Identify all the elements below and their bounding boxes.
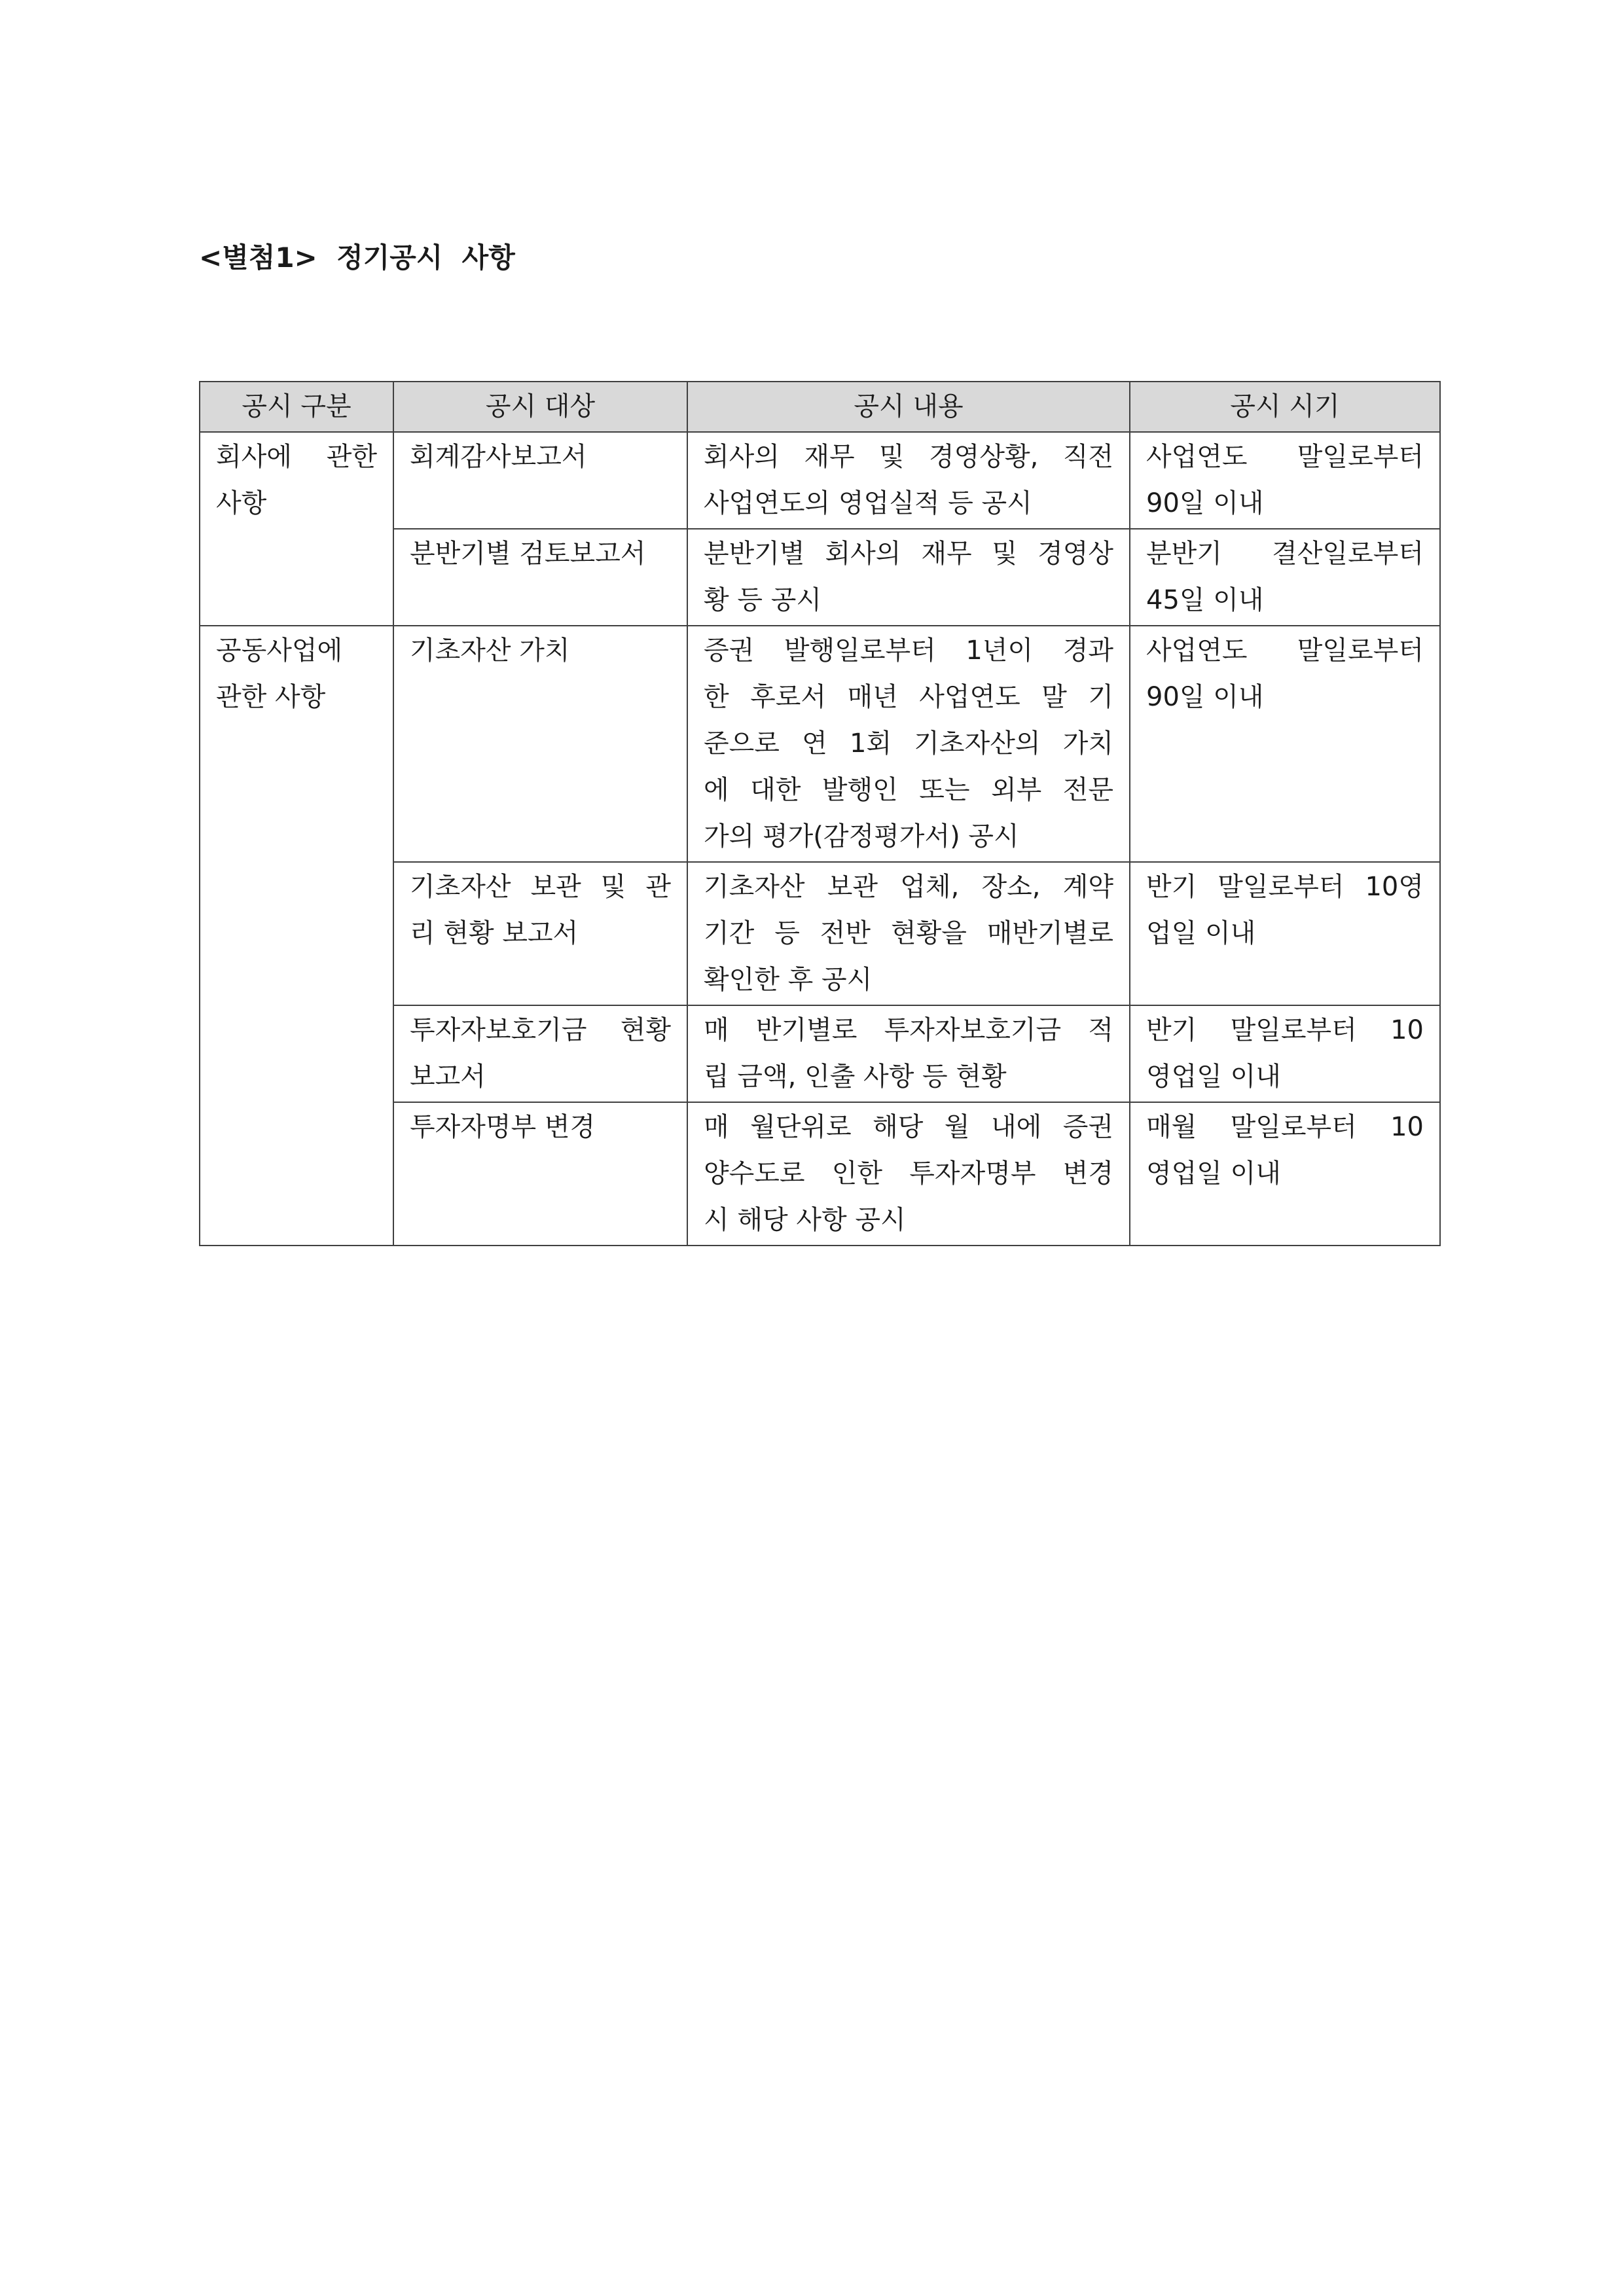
- cell-line: 사업연도 말일로부터: [1146, 636, 1424, 666]
- timing-cell: [1130, 862, 1440, 1005]
- cell-line: 사업연도 말일로부터: [1146, 442, 1424, 472]
- cell-line: 가의 평가(감정평가서) 공시: [704, 821, 1019, 852]
- cell-line: 회사에 관한: [216, 442, 377, 472]
- cell-line: 사항: [216, 488, 267, 518]
- cell-line: 한 후로서 매년 사업연도 말 기: [704, 682, 1113, 712]
- cell-line: 분반기별 회사의 재무 및 경영상: [704, 539, 1113, 569]
- category-cell: [200, 626, 393, 1246]
- cell-line: 회계감사보고서: [410, 442, 587, 472]
- cell-line: 매 월단위로 해당 월 내에 증권: [704, 1112, 1113, 1142]
- cell-line: 공동사업에: [216, 636, 343, 666]
- timing-cell: [1130, 626, 1440, 862]
- timing-cell: [1130, 529, 1440, 626]
- cell-line: 업일 이내: [1146, 918, 1256, 948]
- cell-line: 45일 이내: [1146, 585, 1264, 615]
- header-disclosure-timing: 공시 시기: [1130, 382, 1440, 432]
- cell-line: 준으로 연 1회 기초자산의 가치: [704, 728, 1113, 759]
- cell-line: 사업연도의 영업실적 등 공시: [704, 488, 1032, 518]
- cell-line: 투자자명부 변경: [410, 1112, 596, 1142]
- cell-line: 증권 발행일로부터 1년이 경과: [704, 636, 1113, 666]
- cell-line: 리 현황 보고서: [410, 918, 579, 948]
- cell-line: 양수도로 인한 투자자명부 변경: [704, 1158, 1113, 1189]
- header-disclosure-category: 공시 구분: [200, 382, 393, 432]
- cell-line: 기간 등 전반 현황을 매반기별로: [704, 918, 1113, 948]
- cell-line: 매월 말일로부터 10: [1146, 1112, 1424, 1142]
- cell-line: 보고서: [410, 1062, 486, 1092]
- table-row: [200, 626, 1440, 862]
- content-cell: [687, 529, 1130, 626]
- cell-line: 기초자산 보관 업체, 장소, 계약: [704, 872, 1113, 902]
- header-disclosure-target: 공시 대상: [393, 382, 687, 432]
- target-cell: [393, 432, 687, 529]
- cell-line: 투자자보호기금 현황: [410, 1015, 671, 1045]
- content-cell: [687, 1005, 1130, 1102]
- timing-cell: [1130, 432, 1440, 529]
- cell-line: 매 반기별로 투자자보호기금 적: [704, 1015, 1113, 1045]
- cell-line: 반기 말일로부터 10영: [1146, 872, 1424, 902]
- cell-line: 관한 사항: [216, 682, 326, 712]
- cell-line: 90일 이내: [1146, 682, 1264, 712]
- cell-line: 기초자산 보관 및 관: [410, 872, 671, 902]
- header-row: [200, 382, 1440, 432]
- target-cell: [393, 862, 687, 1005]
- target-cell: [393, 529, 687, 626]
- cell-line: 립 금액, 인출 사항 등 현황: [704, 1062, 1007, 1092]
- cell-line: 영업일 이내: [1146, 1158, 1281, 1189]
- content-cell: [687, 432, 1130, 529]
- target-cell: [393, 1005, 687, 1102]
- disclosure-table: [199, 381, 1441, 1246]
- content-cell: [687, 862, 1130, 1005]
- header-disclosure-content: 공시 내용: [687, 382, 1130, 432]
- content-cell: [687, 626, 1130, 862]
- timing-cell: [1130, 1102, 1440, 1246]
- category-cell: [200, 432, 393, 626]
- cell-line: 영업일 이내: [1146, 1062, 1281, 1092]
- table-row: [200, 432, 1440, 529]
- cell-line: 황 등 공시: [704, 585, 821, 615]
- cell-line: 90일 이내: [1146, 488, 1264, 518]
- cell-line: 기초자산 가치: [410, 636, 570, 666]
- cell-line: 분반기별 검토보고서: [410, 539, 646, 569]
- cell-line: 분반기 결산일로부터: [1146, 539, 1424, 569]
- timing-cell: [1130, 1005, 1440, 1102]
- page-title: <별첨1> 정기공시 사항: [199, 242, 515, 274]
- cell-line: 에 대한 발행인 또는 외부 전문: [704, 775, 1113, 805]
- cell-line: 반기 말일로부터 10: [1146, 1015, 1424, 1045]
- cell-line: 확인한 후 공시: [704, 965, 873, 995]
- cell-line: 시 해당 사항 공시: [704, 1205, 906, 1235]
- target-cell: [393, 1102, 687, 1246]
- content-cell: [687, 1102, 1130, 1246]
- target-cell: [393, 626, 687, 862]
- cell-line: 회사의 재무 및 경영상황, 직전: [704, 442, 1113, 472]
